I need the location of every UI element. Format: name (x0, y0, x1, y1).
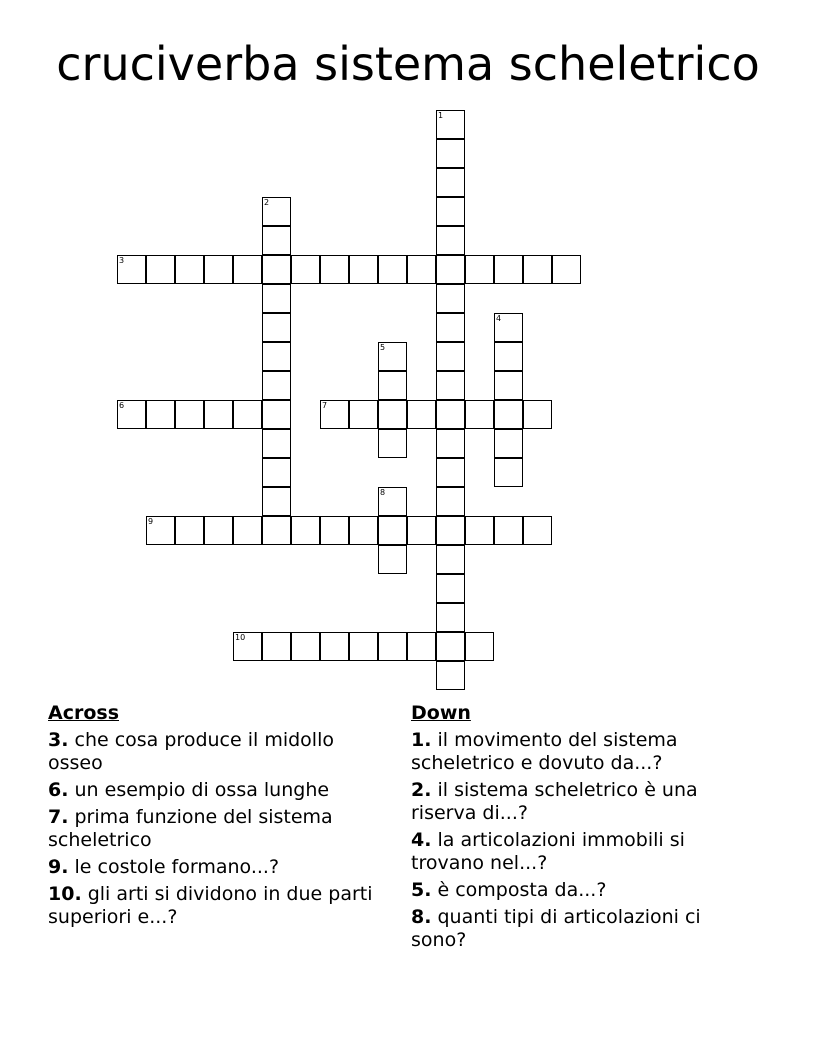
cell-number: 10 (235, 633, 246, 642)
grid-cell[interactable] (494, 371, 523, 400)
down-clues (411, 702, 741, 956)
grid-cell[interactable] (233, 400, 262, 429)
grid-cell[interactable] (552, 255, 581, 284)
cell-number: 3 (119, 256, 125, 265)
clue-down-8 (411, 906, 741, 952)
clue-text: prima funzione del sistema scheletrico (48, 806, 333, 851)
grid-cell[interactable] (436, 371, 465, 400)
clue-across-10 (48, 883, 378, 929)
cell-number: 7 (322, 401, 328, 410)
page-title: cruciverba sistema scheletrico (56, 37, 760, 91)
grid-cell[interactable] (378, 400, 407, 429)
grid-cell[interactable] (262, 400, 291, 429)
grid-cell[interactable] (407, 255, 436, 284)
clue-down-1 (411, 729, 741, 775)
grid-cell[interactable] (378, 487, 407, 516)
grid-cell[interactable] (233, 255, 262, 284)
grid-cell[interactable] (378, 371, 407, 400)
cell-number: 8 (380, 488, 386, 497)
grid-cell[interactable] (436, 632, 465, 661)
grid-cell[interactable] (494, 255, 523, 284)
grid-cell[interactable] (291, 632, 320, 661)
grid-cell[interactable] (465, 516, 494, 545)
clue-number: 2. (411, 779, 432, 801)
cell-number: 4 (496, 314, 502, 323)
grid-cell[interactable] (233, 516, 262, 545)
grid-cell[interactable] (494, 429, 523, 458)
clue-text: il sistema scheletrico è una riserva di...? (411, 779, 698, 824)
clue-number: 4. (411, 829, 432, 851)
clue-number: 6. (48, 779, 69, 801)
grid-cell[interactable] (407, 632, 436, 661)
grid-cell[interactable] (262, 371, 291, 400)
across-heading: Across (48, 702, 120, 724)
cell-number: 2 (264, 198, 270, 207)
grid-cell[interactable] (494, 400, 523, 429)
grid-cell[interactable] (262, 313, 291, 342)
grid-cell[interactable] (320, 400, 349, 429)
grid-cell[interactable] (378, 545, 407, 574)
clue-number: 9. (48, 856, 69, 878)
grid-cell[interactable] (436, 139, 465, 168)
grid-cell[interactable] (262, 458, 291, 487)
grid-cell[interactable] (146, 255, 175, 284)
grid-cell[interactable] (436, 342, 465, 371)
cell-number: 9 (148, 517, 154, 526)
grid-cell[interactable] (436, 400, 465, 429)
grid-cell[interactable] (523, 255, 552, 284)
grid-cell[interactable] (436, 516, 465, 545)
grid-cell[interactable] (262, 487, 291, 516)
grid-cell[interactable] (436, 313, 465, 342)
grid-cell[interactable] (378, 632, 407, 661)
clue-text: gli arti si dividono in due parti superiori e...? (48, 883, 373, 928)
grid-cell[interactable] (175, 255, 204, 284)
grid-cell[interactable] (436, 255, 465, 284)
grid-cell[interactable] (436, 487, 465, 516)
across-clues (48, 702, 378, 933)
grid-cell[interactable] (262, 226, 291, 255)
grid-cell[interactable] (117, 255, 146, 284)
grid-cell[interactable] (465, 400, 494, 429)
grid-cell[interactable] (204, 516, 233, 545)
down-heading: Down (411, 702, 471, 724)
grid-cell[interactable] (465, 255, 494, 284)
grid-cell[interactable] (436, 168, 465, 197)
grid-cell[interactable] (523, 400, 552, 429)
grid-cell[interactable] (494, 342, 523, 371)
clue-text: le costole formano...? (74, 856, 280, 878)
grid-cell[interactable] (378, 255, 407, 284)
grid-cell[interactable] (378, 429, 407, 458)
clue-text: un esempio di ossa lunghe (74, 779, 330, 801)
grid-cell[interactable] (349, 632, 378, 661)
grid-cell[interactable] (146, 516, 175, 545)
grid-cell[interactable] (436, 661, 465, 690)
clue-text: è composta da...? (437, 879, 607, 901)
cell-number: 1 (438, 111, 444, 120)
clue-text: quanti tipi di articolazioni ci sono? (411, 906, 701, 951)
grid-cell[interactable] (146, 400, 175, 429)
grid-cell[interactable] (436, 603, 465, 632)
grid-cell[interactable] (465, 632, 494, 661)
grid-cell[interactable] (291, 255, 320, 284)
grid-cell[interactable] (291, 516, 320, 545)
grid-cell[interactable] (233, 632, 262, 661)
grid-cell[interactable] (349, 516, 378, 545)
grid-cell[interactable] (320, 255, 349, 284)
clue-number: 7. (48, 806, 69, 828)
clue-text: il movimento del sistema scheletrico e dovuto da...? (411, 729, 678, 774)
clue-across-6 (48, 779, 378, 802)
grid-cell[interactable] (175, 516, 204, 545)
clue-across-3 (48, 729, 378, 775)
grid-cell[interactable] (204, 255, 233, 284)
grid-cell[interactable] (436, 545, 465, 574)
grid-cell[interactable] (320, 516, 349, 545)
grid-cell[interactable] (262, 342, 291, 371)
grid-cell[interactable] (262, 255, 291, 284)
grid-cell[interactable] (320, 632, 349, 661)
grid-cell[interactable] (523, 516, 552, 545)
grid-cell[interactable] (407, 516, 436, 545)
clue-number: 10. (48, 883, 82, 905)
grid-cell[interactable] (436, 110, 465, 139)
grid-cell[interactable] (436, 458, 465, 487)
grid-cell[interactable] (494, 516, 523, 545)
grid-cell[interactable] (378, 342, 407, 371)
clue-across-9 (48, 856, 378, 879)
grid-cell[interactable] (204, 400, 233, 429)
grid-cell[interactable] (407, 400, 436, 429)
clue-number: 8. (411, 906, 432, 928)
grid-cell[interactable] (436, 429, 465, 458)
grid-cell[interactable] (436, 284, 465, 313)
grid-cell[interactable] (494, 458, 523, 487)
grid-cell[interactable] (262, 429, 291, 458)
grid-cell[interactable] (378, 516, 407, 545)
clue-text: che cosa produce il midollo osseo (48, 729, 334, 774)
grid-cell[interactable] (175, 400, 204, 429)
clue-across-7 (48, 806, 378, 852)
grid-cell[interactable] (262, 632, 291, 661)
grid-cell[interactable] (262, 516, 291, 545)
grid-cell[interactable] (262, 197, 291, 226)
cell-number: 6 (119, 401, 125, 410)
grid-cell[interactable] (436, 226, 465, 255)
clue-number: 5. (411, 879, 432, 901)
clue-down-5 (411, 879, 741, 902)
grid-cell[interactable] (349, 400, 378, 429)
clue-number: 3. (48, 729, 69, 751)
clue-down-2 (411, 779, 741, 825)
grid-cell[interactable] (262, 284, 291, 313)
clue-down-4 (411, 829, 741, 875)
cell-number: 5 (380, 343, 386, 352)
clue-text: la articolazioni immobili si trovano nel...? (411, 829, 685, 874)
clue-number: 1. (411, 729, 432, 751)
grid-cell[interactable] (494, 313, 523, 342)
grid-cell[interactable] (436, 574, 465, 603)
grid-cell[interactable] (436, 197, 465, 226)
grid-cell[interactable] (349, 255, 378, 284)
grid-cell[interactable] (117, 400, 146, 429)
